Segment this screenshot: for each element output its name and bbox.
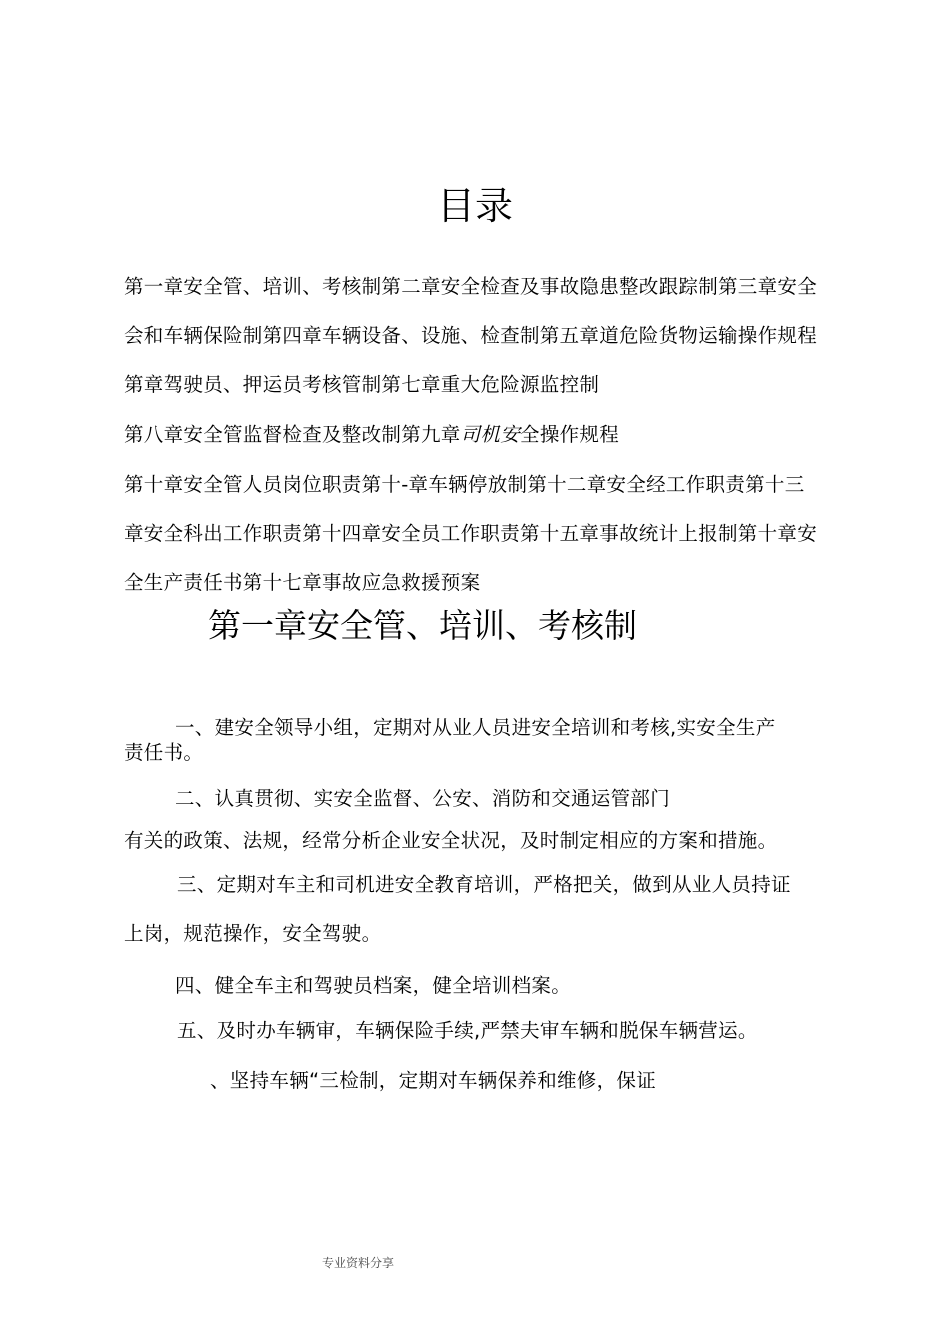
toc-title: 目录 (436, 184, 513, 228)
paragraph-line: 五、及时办车辆审，车辆保险手续,严禁夫审车辆和脱保车辆营运。 (177, 1019, 758, 1042)
paragraph-line: 二、认真贯彻、实安全监督、公安、消防和交通运管部门 (175, 787, 671, 810)
toc-line (124, 421, 619, 449)
toc-line: 第一章安全管、培训、考核制第二章安全检查及事故隐患整改跟踪制第三章安全 (124, 275, 818, 298)
toc-line-part: 第八章安全管监督检查及整改制第九章 (124, 423, 461, 446)
paragraph-line: 、坚持车辆“三检制，定期对车辆保养和维修，保证 (210, 1069, 657, 1092)
paragraph-line: 有关的政策、法规，经常分析企业安全状况，及时制定相应的方案和措施。 (124, 829, 778, 852)
chapter-title: 第一章安全管、培训、考核制 (208, 606, 637, 645)
toc-line-part: 全操作规程 (520, 423, 620, 446)
toc-line: 第章驾驶员、押运员考核管制第七章重大危险源监控制 (124, 373, 600, 396)
toc-line: 章安全科出工作职责第十四章安全员工作职责第十五章事故统计上报制第十章安 (124, 522, 818, 545)
toc-line: 第十章安全管人员岗位职责第十-章车辆停放制第十二章安全经工作职责第十三 (124, 473, 805, 496)
toc-line: 会和车辆保险制第四章车辆设备、设施、检查制第五章道危险货物运输操作规程 (124, 324, 818, 347)
paragraph-line: 一、建安全领导小组，定期对从业人员进安全培训和考核,实安全生产 (175, 716, 776, 739)
footer-text: 专业资料分享 (322, 1256, 395, 1270)
paragraph-line: 上岗，规范操作，安全驾驶。 (124, 922, 382, 945)
toc-line-italic-part: 司机安 (460, 423, 521, 446)
toc-line: 全生产责任书第十七章事故应急救援预案 (124, 571, 481, 594)
paragraph-line: 三、定期对车主和司机进安全教育培训，严格把关，做到从业人员持证 (177, 873, 791, 896)
paragraph-line: 四、健全车主和驾驶员档案，健全培训档案。 (175, 974, 572, 997)
paragraph-line: 责任书。 (124, 741, 204, 764)
